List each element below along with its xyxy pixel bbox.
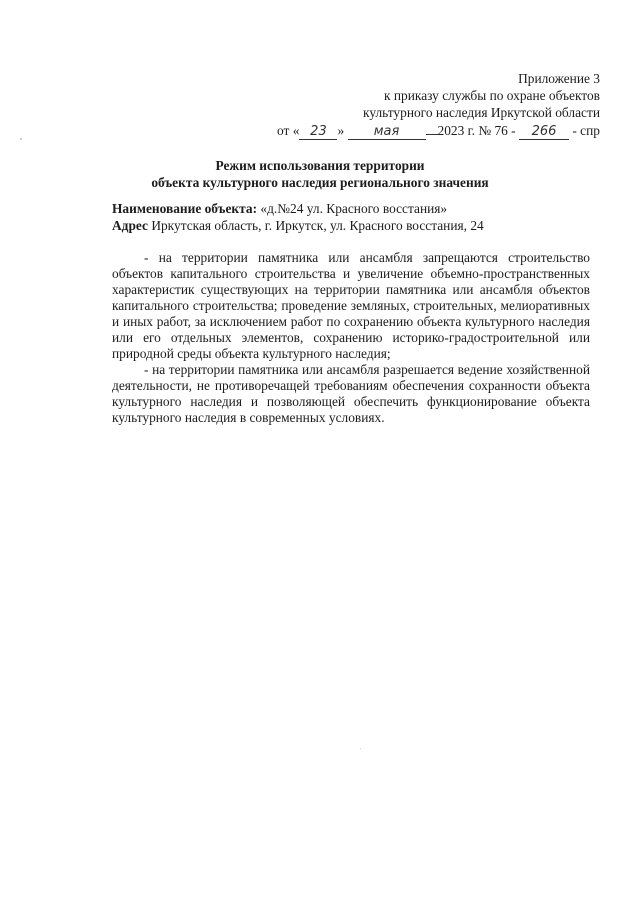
- appendix-date-line: [220, 121, 600, 140]
- object-address-row: [112, 217, 592, 234]
- appendix-title: Приложение 3: [518, 71, 600, 86]
- title-line-2: объекта культурного наследия регионального значения: [151, 175, 489, 190]
- object-info: [112, 200, 592, 234]
- appendix-agency-line: культурного наследия Иркутской области: [363, 105, 600, 120]
- date-prefix: от «: [277, 123, 300, 138]
- appendix-header: [220, 70, 600, 140]
- paragraph-prohibitions: - на территории памятника или ансамбля запрещаются строительство объектов капитального строительства и увеличение объемно-пространственных характеристик существующих на территории памятника или ансамбля объектов капитального строительства; проведение земляных, строительных, мелиоративных и иных работ, за исключением работ по сохранению объекта культурного наследия или его отдельных элементов, сохранению историко-градостроительной или природной среды объекта культурного наследия;: [112, 250, 590, 361]
- regime-text: [112, 250, 590, 426]
- title-line-1: Режим использования территории: [215, 158, 425, 173]
- object-name-label: Наименование объекта:: [112, 201, 258, 216]
- date-year-number: 2023 г. № 76 -: [437, 123, 516, 138]
- appendix-order-line: к приказу службы по охране объектов: [384, 88, 600, 103]
- handwritten-number: 266: [519, 125, 569, 140]
- date-mid: »: [337, 123, 345, 138]
- object-name-row: [112, 200, 592, 217]
- handwritten-day: 23: [299, 125, 337, 140]
- number-suffix: - спр: [572, 123, 600, 138]
- scan-speck: [360, 748, 361, 749]
- object-name-value: «д.№24 ул. Красного восстания»: [260, 201, 448, 216]
- blank-line: [426, 121, 438, 135]
- object-address-label: Адрес: [112, 218, 148, 233]
- document-title: [90, 157, 550, 191]
- paragraph-permissions: - на территории памятника или ансамбля разрешается ведение хозяйственной деятельности, не противоречащей требованиям обеспечения сохранности объекта культурного наследия и позволяющей обеспечить функционирование объекта культурного наследия в современных условиях.: [112, 362, 590, 425]
- handwritten-month: мая: [348, 125, 426, 140]
- scan-speck: [20, 138, 22, 140]
- object-address-value: Иркутская область, г. Иркутск, ул. Красного восстания, 24: [151, 218, 484, 233]
